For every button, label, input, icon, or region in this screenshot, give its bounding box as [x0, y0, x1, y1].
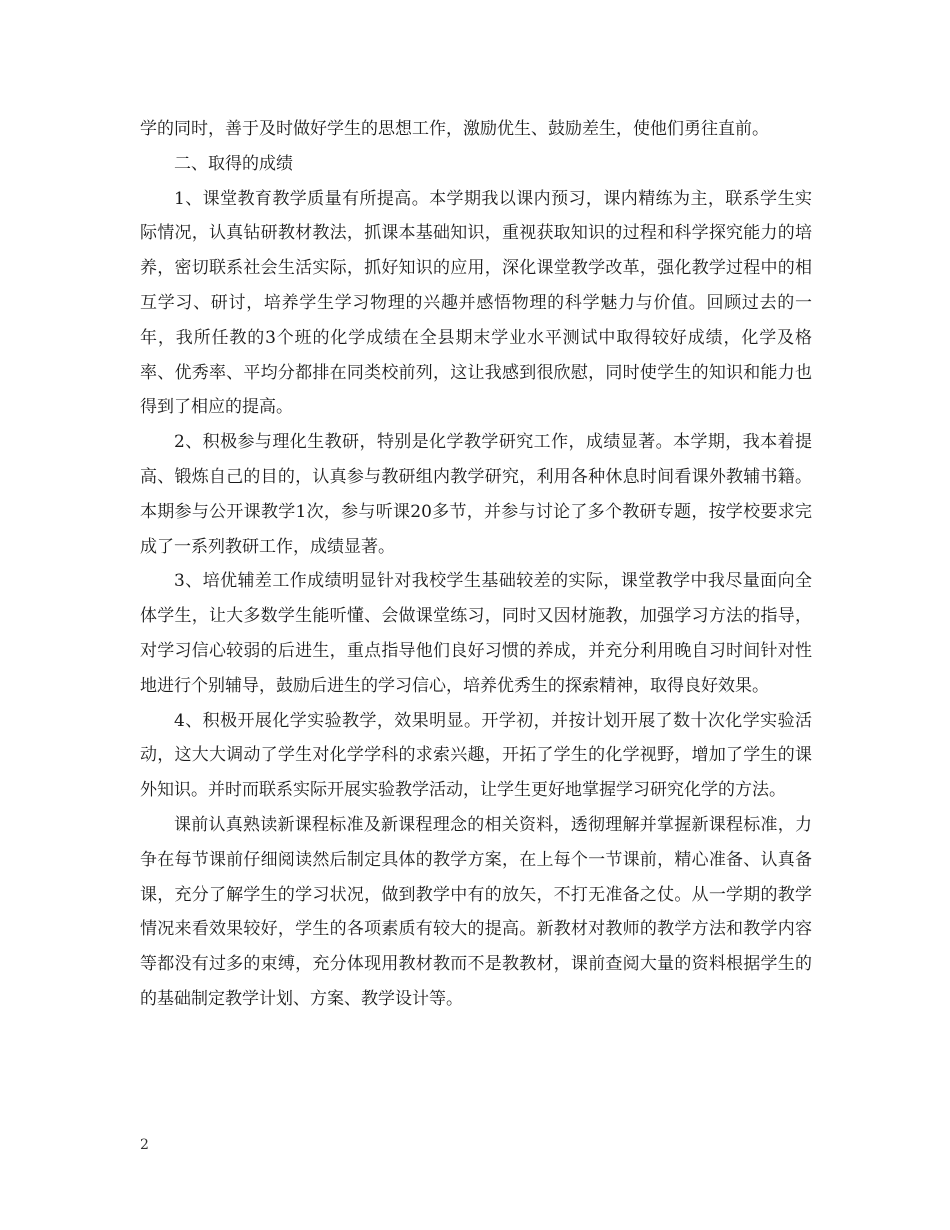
- paragraph-item-3: 3、培优辅差工作成绩明显针对我校学生基础较差的实际，课堂教学中我尽量面向全体学生，让大多数学生能听懂、会做课堂练习，同时又因材施教，加强学习方法的指导，对学习信心较弱的后进生，重点指导他们良好习惯的养成，并充分利用晚自习时间针对性地进行个别辅导，鼓励后进生的学习信心，培养优秀生的探索精神，取得良好效果。: [140, 571, 812, 696]
- paragraph-continuation: 学的同时，善于及时做好学生的思想工作，激励优生、鼓励差生，使他们勇往直前。: [140, 119, 769, 139]
- paragraph-item-4: 4、积极开展化学实验教学，效果明显。开学初，并按计划开展了数十次化学实验活动，这大大调动了学生对化学学科的求索兴趣，开拓了学生的化学视野，增加了学生的课外知识。并时而联系实际开展实验教学活动，让学生更好地掌握学习研究化学的方法。: [140, 710, 812, 801]
- paragraph-item-2: 2、积极参与理化生教研，特别是化学教学研究工作，成绩显著。本学期，我本着提高、锻炼自己的目的，认真参与教研组内教学研究，利用各种休息时间看课外教辅书籍。本期参与公开课教学1次，参与听课20多节，并参与讨论了多个教研专题，按学校要求完成了一系列教研工作，成绩显著。: [140, 432, 812, 557]
- section-heading: 二、取得的成绩: [174, 153, 293, 174]
- paragraph-lesson-prep: 课前认真熟读新课程标准及新课程理念的相关资料，透彻理解并掌握新课程标准，力争在每节课前仔细阅读然后制定具体的教学方案，在上每个一节课前，精心准备、认真备课，充分了解学生的学习状况，做到教学中有的放矢，不打无准备之仗。从一学期的教学情况来看效果较好，学生的各项素质有较大的提高。新教材对教师的教学方法和教学内容等都没有过多的束缚，充分体现用教材教而不是教教材，课前查阅大量的资料根据学生的的基础制定教学计划、方案、教学设计等。: [140, 814, 812, 1009]
- page-number: 2: [140, 1137, 149, 1153]
- paragraph-item-1: 1、课堂教育教学质量有所提高。本学期我以课内预习，课内精练为主，联系学生实际情况，认真钻研教材教法，抓课本基础知识，重视获取知识的过程和科学探究能力的培养，密切联系社会生活实际，抓好知识的应用，深化课堂教学改革，强化教学过程中的相互学习、研讨，培养学生学习物理的兴趣并感悟物理的科学魅力与价值。回顾过去的一年，我所任教的3个班的化学成绩在全县期末学业水平测试中取得较好成绩，化学及格率、优秀率、平均分都排在同类校前列，这让我感到很欣慰，同时使学生的知识和能力也得到了相应的提高。: [140, 188, 812, 418]
- body-text: [140, 112, 812, 1017]
